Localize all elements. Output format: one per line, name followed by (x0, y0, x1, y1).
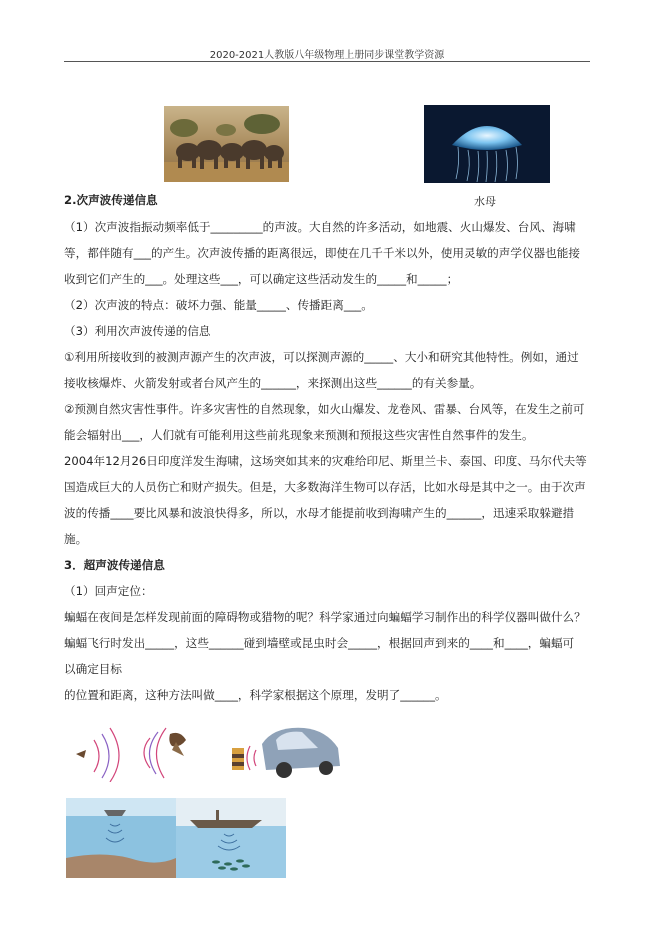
section-3-line: 蝙蝠飞行时发出_____，这些______碰到墙壁或昆虫时会_____，根据回声到来的____和____，蝙蝠可 (64, 636, 575, 650)
section-2-line: 波的传播____要比风暴和波浪快得多，所以，水母才能提前收到海啸产生的______，迅速采取躲避措 (64, 506, 575, 520)
section-2-line: 能会辐射出___，人们就有可能利用这些前兆现象来预测和预报这些灾害性自然事件的发生。 (64, 428, 534, 442)
section-2-line: 接收核爆炸、火箭发射或者台风产生的______，来探测出这些______的有关参量。 (64, 376, 482, 390)
car-parking-sensor-illustration (222, 720, 344, 784)
jellyfish-caption: 水母 (474, 195, 496, 208)
section-3-line: （1）回声定位： (64, 584, 153, 598)
section-2-line: （1）次声波指振动频率低于_________的声波。大自然的许多活动，如地震、火山爆发、台风、海啸 (64, 220, 576, 234)
section-3-line: 蝙蝠在夜间是怎样发现前面的障碍物或猎物的呢？科学家通过向蝙蝠学习制作出的科学仪器叫做什么？ (64, 610, 586, 624)
section-2-line: 施。 (64, 532, 88, 546)
section-2-line: 国造成巨大的人员伤亡和财产损失。但是，大多数海洋生物可以存活，比如水母是其中之一。由于次声 (64, 480, 586, 494)
jellyfish-photo (424, 105, 550, 183)
section-2-line: 等，都伴随有___的产生。次声波传播的距离很远，即使在几千千米以外，使用灵敏的声学仪器也能接 (64, 246, 580, 260)
section-2-line: ②预测自然灾害性事件。许多灾害性的自然现象，如火山爆发、龙卷风、雷暴、台风等，在发生之前可 (64, 402, 585, 416)
section-2-line: （3）利用次声波传递的信息 (64, 324, 211, 338)
section-2-line: 收到它们产生的___。处理这些___，可以确定这些活动发生的_____和_____； (64, 272, 459, 286)
section-3-line: 以确定目标 (64, 662, 122, 676)
section-3-line: 的位置和距离，这种方法叫做____，科学家根据这个原理，发明了______。 (64, 688, 447, 702)
elephants-photo (164, 106, 289, 182)
bat-echolocation-illustration (72, 720, 190, 782)
page-header: 2020-2021人教版八年级物理上册同步课堂教学资源 (209, 50, 445, 61)
section-2-line: 2004年12月26日印度洋发生海啸，这场突如其来的灾难给印尼、斯里兰卡、泰国、印度、马尔代夫等 (64, 454, 587, 468)
section-3-heading: 3．超声波传递信息 (64, 558, 165, 572)
section-2-line: ①利用所接收到的被测声源产生的次声波，可以探测声源的_____、大小和研究其他特性。例如，通过 (64, 350, 579, 364)
section-2-line: （2）次声波的特点：破坏力强、能量_____、传播距离___。 (64, 298, 373, 312)
section-2-heading: 2.次声波传递信息 (64, 193, 158, 207)
sonar-illustration (66, 798, 286, 878)
header-divider (64, 61, 590, 62)
